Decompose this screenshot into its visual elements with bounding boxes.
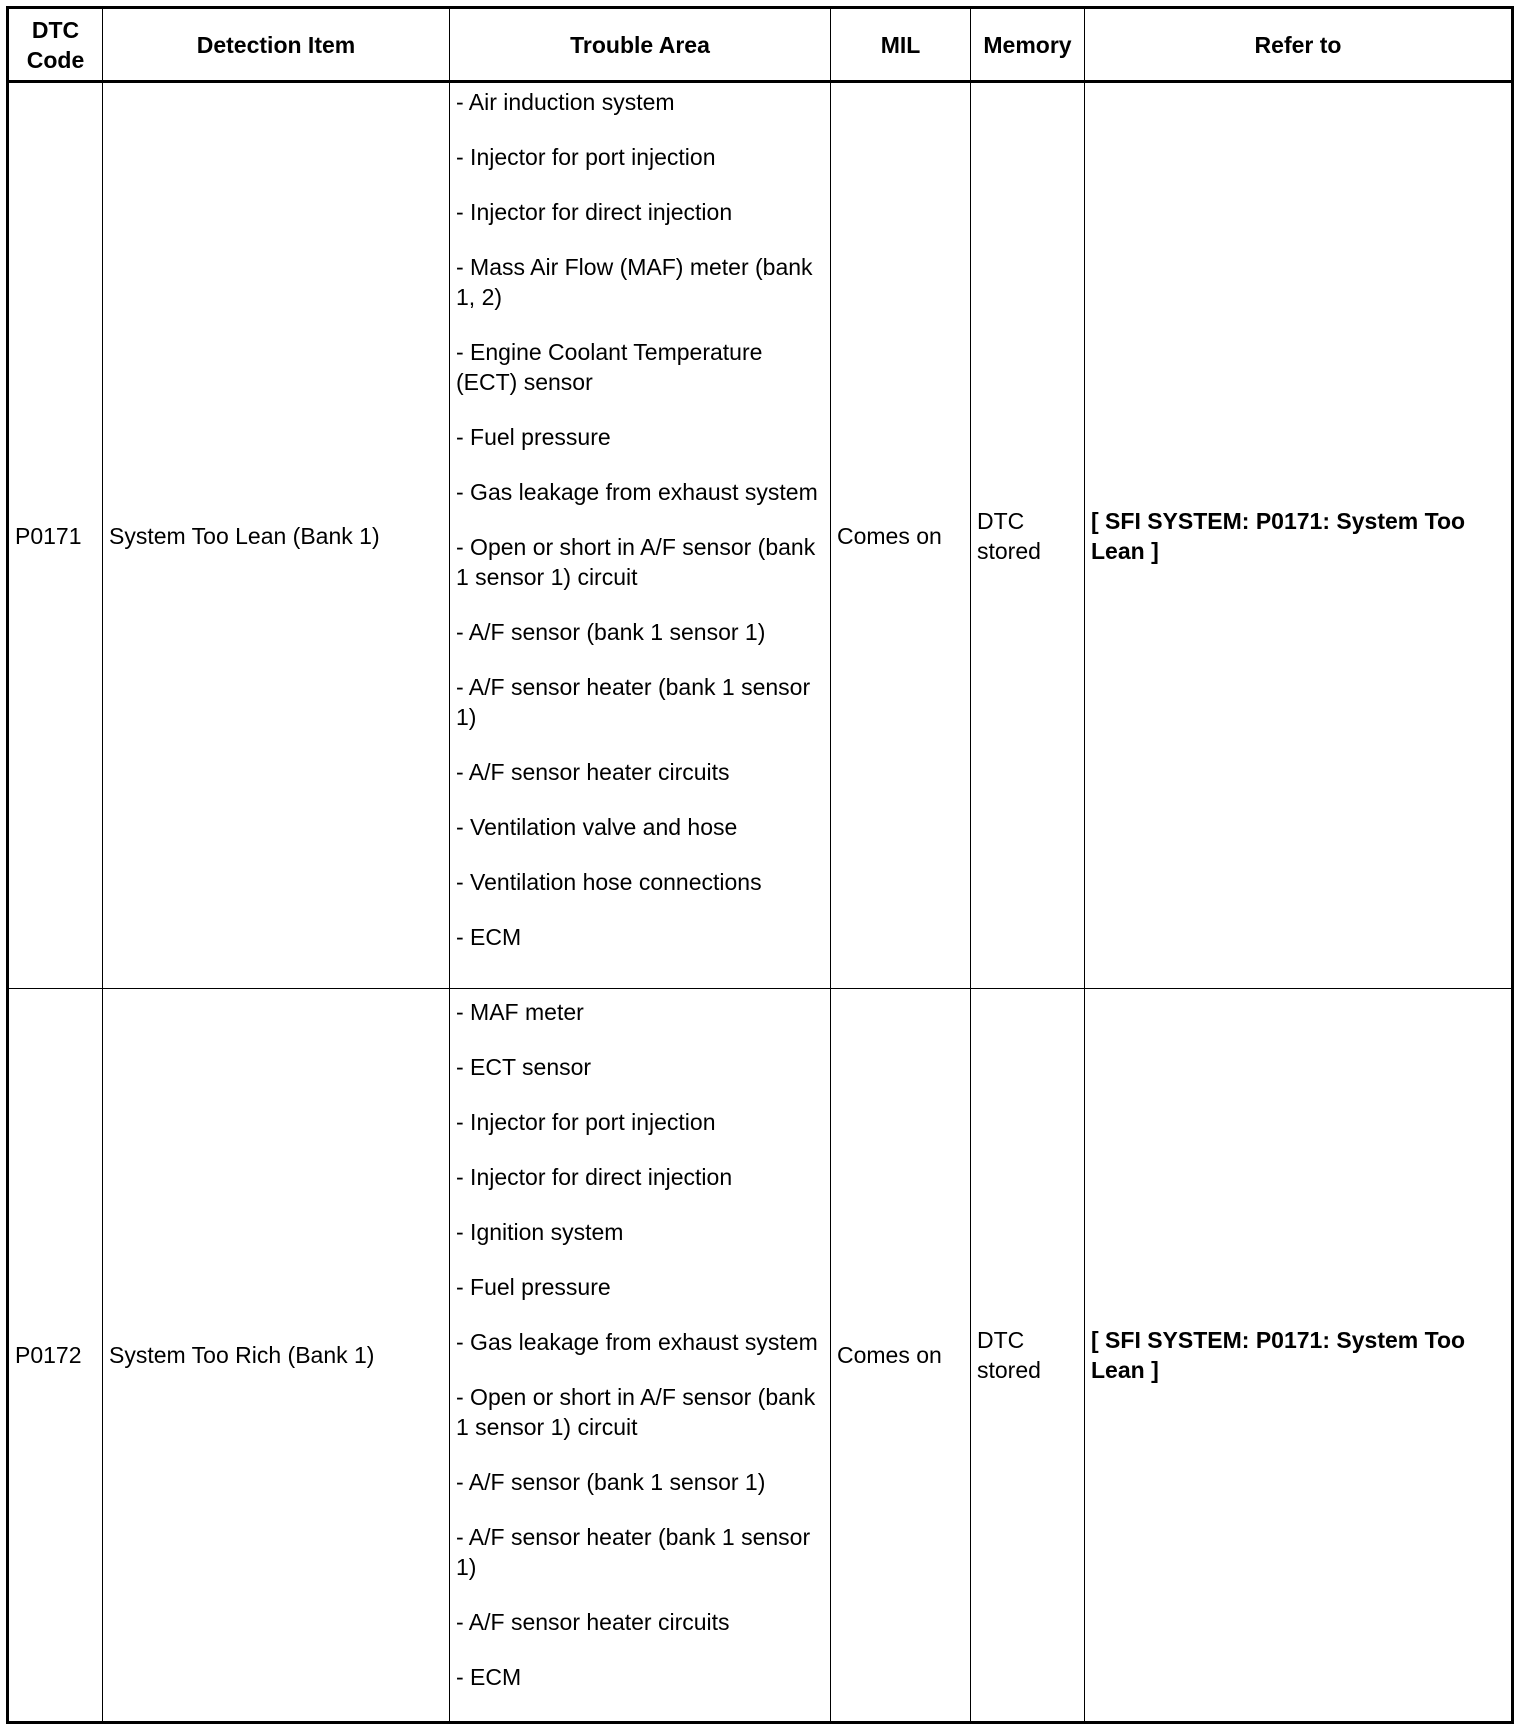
- memory-cell: DTC stored: [971, 82, 1085, 989]
- trouble-area-item: - Air induction system: [456, 89, 675, 115]
- trouble-area-item: - ECM: [456, 924, 522, 950]
- trouble-area-item: - Ventilation valve and hose: [456, 814, 738, 840]
- dtc-table: [6, 6, 1514, 1724]
- trouble-area-item: - A/F sensor heater circuits: [456, 1609, 730, 1635]
- refer-to-cell: [1085, 989, 1513, 1723]
- trouble-area-list: [450, 989, 830, 1692]
- trouble-area-item: - A/F sensor (bank 1 sensor 1): [456, 619, 766, 645]
- mil-cell: Comes on: [831, 989, 971, 1723]
- header-dtc-code-line1: DTC: [31, 16, 80, 43]
- refer-to-link[interactable]: [ SFI SYSTEM: P0171: System Too Lean ]: [1091, 507, 1466, 564]
- detection-item-cell: System Too Rich (Bank 1): [103, 989, 450, 1723]
- dtc-code-cell: P0172: [8, 989, 103, 1723]
- trouble-area-list: [450, 83, 830, 952]
- header-dtc-code-line2: Code: [26, 46, 85, 73]
- trouble-area-item: - Engine Coolant Temperature (ECT) sensor: [456, 339, 763, 395]
- trouble-area-item: - A/F sensor (bank 1 sensor 1): [456, 1469, 766, 1495]
- trouble-area-item: - Ventilation hose connections: [456, 869, 762, 895]
- trouble-area-item: - Fuel pressure: [456, 1274, 611, 1300]
- header-refer-to: Refer to: [1085, 8, 1513, 82]
- trouble-area-item: - Gas leakage from exhaust system: [456, 1329, 818, 1355]
- trouble-area-item: - Injector for direct injection: [456, 199, 733, 225]
- trouble-area-item: - ECM: [456, 1664, 522, 1690]
- refer-to-link[interactable]: [ SFI SYSTEM: P0171: System Too Lean ]: [1091, 1327, 1466, 1383]
- trouble-area-item: - ECT sensor: [456, 1054, 592, 1080]
- trouble-area-item: - Open or short in A/F sensor (bank 1 sensor 1) circuit: [456, 1384, 816, 1440]
- trouble-area-item: - Open or short in A/F sensor (bank 1 sensor 1) circuit: [456, 534, 816, 590]
- trouble-area-item: - Injector for port injection: [456, 1109, 716, 1135]
- table-row: [8, 82, 1513, 989]
- trouble-area-item: - A/F sensor heater (bank 1 sensor 1): [456, 1524, 811, 1580]
- trouble-area-item: - Ignition system: [456, 1219, 624, 1245]
- header-dtc-code: [8, 8, 103, 82]
- trouble-area-item: - Gas leakage from exhaust system: [456, 479, 818, 505]
- refer-to-cell: [1085, 82, 1513, 989]
- memory-cell: DTC stored: [971, 989, 1085, 1723]
- trouble-area-item: - A/F sensor heater circuits: [456, 759, 730, 785]
- header-mil: MIL: [831, 8, 971, 82]
- table-row: [8, 989, 1513, 1723]
- trouble-area-item: - MAF meter: [456, 999, 584, 1025]
- header-trouble-area: Trouble Area: [450, 8, 831, 82]
- trouble-area-item: - Injector for direct injection: [456, 1164, 733, 1190]
- detection-item-cell: System Too Lean (Bank 1): [103, 82, 450, 989]
- trouble-area-item: - A/F sensor heater (bank 1 sensor 1): [456, 674, 811, 730]
- dtc-code-cell: P0171: [8, 82, 103, 989]
- trouble-area-item: - Mass Air Flow (MAF) meter (bank 1, 2): [456, 254, 813, 310]
- mil-cell: Comes on: [831, 82, 971, 989]
- trouble-area-item: - Fuel pressure: [456, 424, 611, 450]
- header-detection-item: Detection Item: [103, 8, 450, 82]
- trouble-area-item: - Injector for port injection: [456, 144, 716, 170]
- header-row: [8, 8, 1513, 82]
- trouble-area-cell: [450, 989, 831, 1723]
- header-memory: Memory: [971, 8, 1085, 82]
- trouble-area-cell: [450, 82, 831, 989]
